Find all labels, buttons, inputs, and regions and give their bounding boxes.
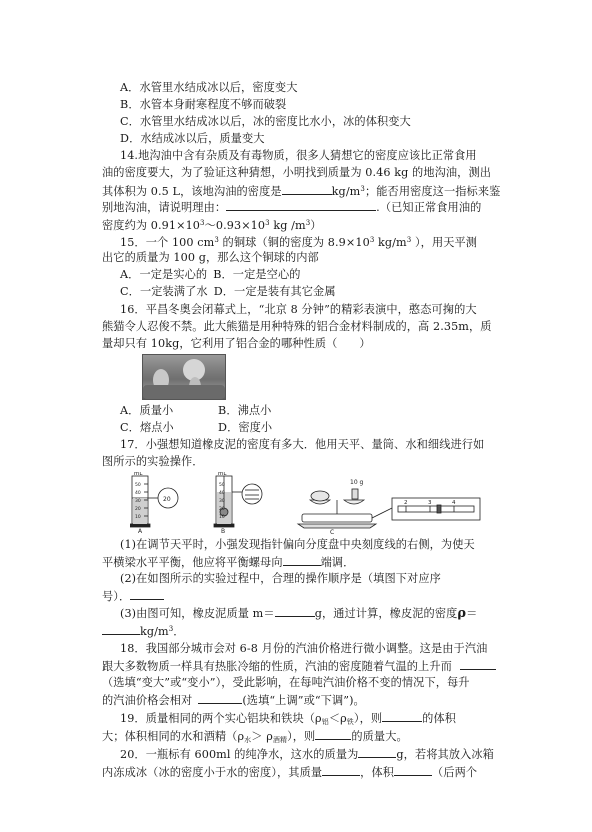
q17-p3-line2: $kg/m^3$． [102,623,185,638]
answer-blank[interactable] [282,184,332,195]
answer-blank[interactable] [394,765,432,776]
q14-line2: 油的密度要大，为了验证这种猜想，小明找到质量为 0.46 kg 的地沟油，测出 [102,166,492,179]
cylinder-b-tick: 40 [219,491,225,496]
answer-blank[interactable] [322,765,360,776]
q17-line1: 17．小强想知道橡皮泥的密度有多大．他用天平、量筒、水和细线进行如 [120,438,485,451]
q17-p3-line1: (3)由图可知，橡皮泥质量 m＝ g，通过计算，橡皮泥的密度ρ＝ [120,606,478,621]
cylinder-a-tick: 40 [135,491,141,496]
q17-line2: 图所示的实验操作． [102,455,204,468]
q13-option-c: C．水管里水结成冰以后，冰的密度比水小，冰的体积变大 [120,115,411,128]
q16-option-b: B．沸点小 [218,404,272,417]
q16-option-c: C．熔点小 [120,421,174,434]
q19-line1: 19．质量相同的两个实心铝块和铁块$(\rho_铝<\rho_铁)$，则 的体积 [120,712,457,726]
answer-blank[interactable] [460,659,496,670]
q15-option-b: B．一定是空心的 [213,268,301,281]
q19-line2: 大；体积相同的水和酒精$(\rho_水> \rho_{酒精})$，则 的质量大。 [102,730,408,744]
panda-photo [142,354,226,400]
cylinder-b-tick: 30 [219,499,225,504]
answer-blank[interactable] [226,200,376,211]
q14-line4: 别地沟油，请说明理由： .（已知正常食用油的 [102,201,482,214]
q13-option-b: B．水管本身耐寒程度不够而破裂 [120,98,287,111]
answer-blank[interactable] [358,747,396,758]
figure-label-a: A [138,528,143,534]
q16-options-row1 [120,404,271,417]
q15-line4 [120,285,336,298]
cylinder-b-unit: mL [218,472,227,477]
cylinder-a-unit: mL [134,472,143,477]
scale-tick: 2 [404,500,408,506]
cylinder-a-tick: 10 [135,515,141,520]
answer-blank[interactable] [283,555,321,566]
q14-line3: 其体积为 0.5 L，该地沟油的密度是 $kg/m^3$；能否用密度这一指标来鉴 [102,185,501,198]
q16-line1: 16．平昌冬奥会闭幕式上，“北京 8 分钟”的精彩表演中，憨态可掬的大 [120,303,477,316]
q15-line3 [120,268,301,281]
q18-line2: 跟大多数物质一样具有热胀冷缩的性质，汽油的密度随着气温的上升而 [102,659,496,673]
q18-line1: 18．我国部分城市会对 6-8 月份的汽油价格进行微小调整。这是由于汽油 [120,642,488,655]
answer-blank[interactable] [315,729,351,740]
q16-option-d: D．密度小 [218,421,273,434]
q15-option-c: C．一定装满了水 [120,285,208,298]
q20-line1: 20．一瓶标有 600ml 的纯净水，这水的质量为 g，若将其放入冰箱 [120,748,494,761]
figure-label-b: B [221,528,226,534]
q20-line2: 内冻成冰（冰的密度小于水的密度），其质量 ，体积 （后两个 [102,766,478,779]
cylinder-a-tick: 20 [135,507,141,512]
answer-blank[interactable] [275,606,315,617]
lens-reading-a: 20 [163,496,171,503]
rider-scale-zoom [372,498,480,520]
cylinder-b-tick: 20 [219,507,225,512]
q17-p2-line2: 号）． [102,589,164,603]
answer-blank[interactable] [130,589,164,600]
q17-p2-line1: (2)在如图所示的实验过程中，合理的操作顺序是（填图下对应序 [120,572,441,585]
q16-line3: 量却只有 10kg，它利用了铝合金的哪种性质（ ） [102,337,371,350]
q16-line2: 熊猫令人忍俊不禁。此大熊猫是用种特殊的铝合金材料制成的，高 2.35m，质 [102,320,492,333]
scale-tick: 4 [452,500,456,506]
cylinder-a-tick: 50 [135,483,141,488]
answer-blank[interactable] [102,624,140,635]
q13-option-a: A．水管里水结成冰以后，密度变大 [120,81,298,94]
cylinder-a-tick: 30 [135,499,141,504]
q18-line3: （选填“变大”或“变小”），受此影响，在每吨汽油价格不变的情况下，每升 [102,676,470,689]
q18-line4: 的汽油价格会相对 (选填“上调”或“下调”)。 [102,694,365,707]
q14-line1: 14.地沟油中含有杂质及有毒物质，很多人猜想它的密度应该比正常食用 [120,149,477,162]
q16-options-row2 [120,421,272,434]
q14-line5: 密度约为 $0.91\times 10^3\sim 0.93\times 10^3$ kg $/m^3$） [102,219,322,232]
weight-label: 10 g [350,479,364,486]
q15-option-d: D．一定是装有其它金属 [213,285,336,298]
balance-scale [298,489,376,528]
cylinder-b-tick: 50 [219,483,225,488]
q16-option-a: A．质量小 [120,404,174,417]
cylinder-b-tick: 10 [219,515,225,520]
q15-option-a: A．一定是实心的 [120,268,208,281]
q17-p1-line1: (1)在调节天平时，小强发现指针偏向分度盘中央刻度线的右侧，为使天 [120,538,475,551]
figure-label-c: C [330,529,335,534]
experiment-figure [130,472,490,534]
q15-line1: 15．一个 100 $cm^3$ 的铜球（铜的密度为 $8.9\times 10^3$ $kg/m^3$ ），用天平测 [120,236,478,249]
scale-tick: 3 [428,500,432,506]
answer-blank[interactable] [198,693,242,704]
q15-line2: 出它的质量为 100 g，那么这个铜球的内部 [102,251,319,264]
q17-p1-line2: 平横梁水平平衡，他应将平衡螺母向 端调． [102,556,355,569]
answer-blank[interactable] [382,711,422,722]
q13-option-d: D．水结成冰以后，质量变大 [120,132,265,145]
